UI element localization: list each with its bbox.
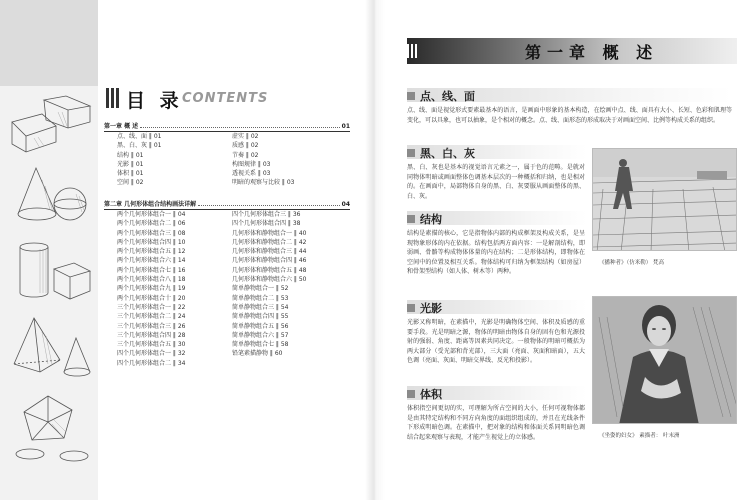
left-page [0,0,365,500]
section-text: 点、线、面是视觉形式要素最基本的语言，是画面中形象的基本构造，在绘画中点、线、面具有大小、长短、色彩和肌理等变化，可以具象，也可以抽象，是个相对的概念。点、线、面形态的形成取决于对画面空间、比例等构成关系的组织。 [407,107,732,124]
toc-entry[interactable]: 两个几何形体组合四 ‖ 10 [117,238,186,246]
toc-entry[interactable]: 透视关系 ‖ 03 [232,170,271,178]
section-title: 点、线、面 [420,90,475,103]
toc-entry[interactable]: 两个几何形体组合九 ‖ 19 [117,285,186,293]
toc-entry[interactable]: 四个几何形体组合四 ‖ 38 [232,220,301,228]
square-bullet-icon [407,149,415,157]
toc-entry[interactable]: 空间 ‖ 02 [117,179,144,187]
title-bars-icon [106,88,120,108]
sketch-polyhedron [4,388,94,468]
toc-entry[interactable]: 体积 ‖ 01 [117,170,144,178]
toc-entry[interactable]: 简单静物组合七 ‖ 58 [232,341,289,349]
section-text: 体积指空间更切的实，可理解为所占空间的大小，任何可视物体都是由其特定结构和不同方向角度的面组织组成的，并且在光线条件下形成明暗色调。在素描中，把对象的结构和体面关系同明暗色调结合起来观察与表现，才能产生视觉上的立体感。 [407,405,585,441]
toc-entry[interactable]: 四个几何形体组合三 ‖ 36 [232,211,301,218]
right-page [385,0,750,500]
toc-entry[interactable]: 简单静物组合五 ‖ 56 [232,322,289,330]
section-heading [407,88,475,104]
square-bullet-icon [407,92,415,100]
toc-entry[interactable]: 简单静物组合六 ‖ 57 [232,331,289,339]
section-title: 结构 [420,213,442,226]
toc-entry[interactable]: 虚实 ‖ 02 [232,133,259,140]
chapter-banner-title: 第一章 概 述 [525,43,659,62]
toc-entry[interactable]: 三个几何形体组合二 ‖ 24 [117,313,186,321]
toc-entry[interactable]: 两个几何形体组合一 ‖ 04 [117,211,186,218]
dot-leader [198,205,340,206]
sketch-pyramid-cone [4,312,94,382]
toc-entry[interactable]: 两个几何形体组合十 ‖ 20 [117,294,186,302]
section-heading [407,300,442,316]
toc-entry[interactable]: 几何形体和静物组合三 ‖ 44 [232,248,307,256]
geometric-sketch-strip [0,0,98,500]
toc-entry[interactable]: 点、线、面 ‖ 01 [117,133,162,140]
toc-chapter-1[interactable] [104,119,350,130]
toc-entry[interactable]: 几何形体和静物组合五 ‖ 48 [232,266,307,274]
chapter-2-label: 第二章 几何形体组合结构画法详解 [104,201,197,208]
toc-entry[interactable]: 四个几何形体组合二 ‖ 34 [117,359,186,367]
toc-entry[interactable]: 简单静物组合二 ‖ 53 [232,294,289,302]
chapter-2-page: 04 [341,201,350,208]
section-title: 体积 [420,388,442,401]
section-heading [407,145,475,161]
toc-subtitle: CONTENTS [182,91,269,106]
section-text: 光影又称明暗，在素描中，光影是明确物体空间、体积及质感的重要手段。光是明暗之源，物体的明暗由物体自身的固有色和光源投射的强弱、角度、距离等因素共同决定。一般物体的明暗可概括为两大部分（受光部和背光部），三大面（亮面、灰面和暗面），五大色调（亮面、灰面、明暗交界线、反光和投影）。 [407,319,585,365]
toc-entry[interactable]: 两个几何形体组合八 ‖ 18 [117,276,186,284]
top-gray-band [0,0,98,86]
toc-entry[interactable]: 光影 ‖ 01 [117,160,144,168]
square-bullet-icon [407,304,415,312]
toc-entry[interactable]: 明暗的观察与比较 ‖ 03 [232,179,295,187]
chapter-1-entries-col2 [232,132,294,188]
toc-entry[interactable]: 两个几何形体组合三 ‖ 08 [117,229,186,237]
chapter-2-entries-col2 [232,210,306,359]
toc-entry[interactable]: 两个几何形体组合六 ‖ 14 [117,257,186,265]
square-bullet-icon [407,390,415,398]
image-caption: 《播种者》（仿米勒） 梵高 [599,260,664,266]
toc-entry[interactable]: 构图规律 ‖ 03 [232,160,271,168]
toc-entry[interactable]: 简单静物组合四 ‖ 55 [232,313,289,321]
toc-title: 目 录 [126,90,183,112]
section-heading [407,386,442,402]
toc-entry[interactable]: 结构 ‖ 01 [117,151,144,159]
sketch-cone-sphere [4,160,94,230]
toc-entry[interactable]: 四个几何形体组合一 ‖ 32 [117,350,186,358]
toc-entry[interactable]: 简单静物组合三 ‖ 54 [232,303,289,311]
sketch-cylinder-prism [4,235,94,305]
toc-entry[interactable]: 三个几何形体组合四 ‖ 28 [117,331,186,339]
toc-entry[interactable]: 三个几何形体组合一 ‖ 22 [117,303,186,311]
toc-entry[interactable]: 三个几何形体组合三 ‖ 26 [117,322,186,330]
section-heading [407,211,442,227]
toc-entry[interactable]: 质感 ‖ 02 [232,142,259,150]
image-caption: 《坐姿的妇女》 素描者： 叶末洲 [599,433,680,439]
toc-entry[interactable]: 几何形体和静物组合四 ‖ 46 [232,257,307,265]
section-title: 光影 [420,302,442,315]
square-bullet-icon [407,215,415,223]
sower-drawing-image [592,148,737,251]
chapter-2-entries-col1 [117,210,185,368]
section-text: 结构是素描的核心，它是指物体内部的构成框架及构成关系，是呈现物象形体的内在依据。结构包括两方面内容：一是解剖结构，即弱画、骨骼等构成物体体量的内在结构；二是形体结构，即物体在空间中的位置及相互关系。物体结构可归纳为框架结构（如房屋）和骨架型结构（如人体、树木等）两种。 [407,230,585,276]
toc-entry[interactable]: 节奏 ‖ 02 [232,151,259,159]
toc-entry[interactable]: 两个几何形体组合五 ‖ 12 [117,248,186,256]
toc-entry[interactable]: 几何形体和静物组合六 ‖ 50 [232,276,307,284]
toc-entry[interactable]: 黑、白、灰 ‖ 01 [117,142,162,150]
toc-entry[interactable]: 两个几何形体组合二 ‖ 06 [117,220,186,228]
toc-chapter-2[interactable] [104,197,350,208]
toc-header [106,86,346,112]
toc-entry[interactable]: 铅笔素描静物 ‖ 60 [232,350,283,358]
seated-woman-drawing-image [592,296,737,424]
toc-entry[interactable]: 两个几何形体组合七 ‖ 16 [117,266,186,274]
section-title: 黑、白、灰 [420,147,475,160]
sketch-cube-prism [4,92,94,154]
dot-leader [140,127,339,128]
book-spine [365,0,385,500]
chapter-1-entries-col1 [117,132,161,188]
toc-entry[interactable]: 几何形体和静物组合一 ‖ 40 [232,229,307,237]
chapter-1-page: 01 [341,123,350,130]
section-text: 黑、白、灰也是基本的视觉语言元素之一，属于色的范畴。是就对同物体明暗或画面整体色调基本层次的一种概括和归纳，也是相对的。在画面中，局部物体自身的黑、白、灰要服从画面整体的黑、白、灰。 [407,164,585,200]
toc-entry[interactable]: 简单静物组合一 ‖ 52 [232,285,289,293]
toc-entry[interactable]: 几何形体和静物组合二 ‖ 42 [232,238,307,246]
chapter-1-label: 第一章 概 述 [104,123,139,130]
chapter-banner [407,38,737,64]
toc-entry[interactable]: 三个几何形体组合五 ‖ 30 [117,341,186,349]
banner-bars-icon [407,44,419,58]
